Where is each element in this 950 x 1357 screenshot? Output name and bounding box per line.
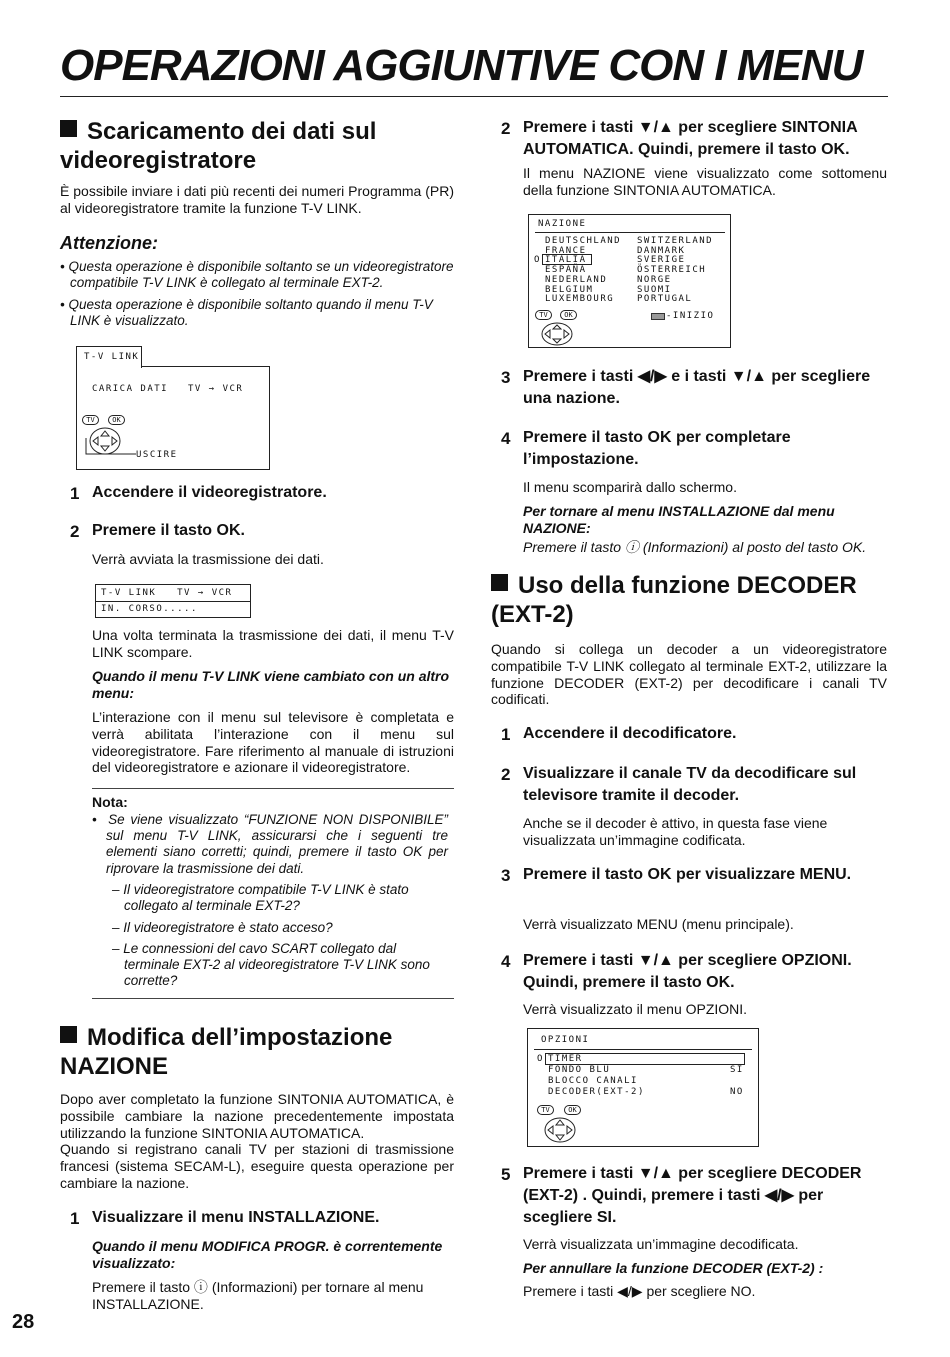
nazione-step-4-desc: Il menu scomparirà dallo schermo. bbox=[523, 479, 737, 495]
intro-text: È possibile inviare i dati più recenti dei numeri Programma (PR) al videoregistratore tramite la funzione T-V LINK. bbox=[60, 183, 454, 216]
note-item-2: – Il videoregistratore è stato acceso? bbox=[112, 920, 333, 935]
decoder-step-3-desc: Verrà visualizzato MENU (menu principale). bbox=[523, 916, 794, 932]
nazione-back-heading: Per tornare al menu INSTALLAZIONE dal menu NAZIONE: bbox=[523, 503, 835, 536]
osd-start: -INIZIO bbox=[666, 311, 715, 321]
opzioni-osd: OPZIONI O TIMER FONDO BLU BLOCCO CANALI DECODER(EXT-2) SI NO TV OK bbox=[527, 1028, 759, 1147]
osd-list-item: FONDO BLU bbox=[548, 1065, 611, 1075]
decoder-step-2: 2 Visualizzare il canale TV da decodificare sul televisore tramite il decoder. bbox=[501, 765, 857, 805]
tv-link-osd bbox=[76, 346, 270, 470]
sub-heading: Quando il menu T-V LINK viene cambiato con un altro menu: bbox=[92, 668, 450, 701]
osd-list-item: DECODER(EXT-2) bbox=[548, 1087, 645, 1097]
decoder-step-4: 4 Premere i tasti ▼/▲ per scegliere OPZIONI. Quindi, premere il tasto OK. bbox=[501, 952, 852, 992]
after-text: Una volta terminata la trasmissione dei dati, il menu T-V LINK scompare. bbox=[92, 627, 454, 660]
osd-list-item: DANMARK bbox=[637, 245, 686, 256]
osd-list-item: BLOCCO CANALI bbox=[548, 1076, 638, 1086]
ok-button-icon: OK bbox=[108, 415, 125, 425]
nazione-step-2: 2 Premere i tasti ▼/▲ per scegliere SINTONIA AUTOMATICA. Quindi, premere il tasto OK. bbox=[501, 119, 858, 159]
osd-list-item: TIMER bbox=[548, 1054, 583, 1064]
attention-bullet-1: • Questa operazione è disponibile soltanto se un videoregistratore compatibile T-V LINK è collegato al terminale EXT-2. bbox=[60, 259, 454, 291]
decoder-step-5: 5 Premere i tasti ▼/▲ per scegliere DECODER (EXT-2) . Quindi, premere i tasti ◀/▶ per scegliere SI. bbox=[501, 1165, 862, 1227]
osd-list-item: NEDERLAND bbox=[545, 274, 608, 285]
osd-list-item: FRANCE bbox=[545, 245, 587, 256]
osd-exit: USCIRE bbox=[136, 450, 178, 460]
square-bullet-icon bbox=[60, 1026, 77, 1043]
tv-button-icon: TV bbox=[535, 310, 552, 320]
step-1: 1 Accendere il videoregistratore. bbox=[70, 484, 327, 503]
osd-tab: T-V LINK bbox=[84, 352, 140, 362]
osd-list-item: BELGIUM bbox=[545, 284, 594, 295]
osd-list-item: SVERIGE bbox=[637, 255, 686, 266]
square-bullet-icon bbox=[491, 574, 508, 591]
note-bullet: • Se viene visualizzato “FUNZIONE NON DISPONIBILE” sul menu T-V LINK, assicurarsi che i seguenti tre elementi siano corretti; quindi, premere il tasto OK per riprovare la trasmissione dei dati. bbox=[92, 812, 448, 876]
osd-row-label: CARICA DATI bbox=[92, 384, 169, 394]
page-number: 28 bbox=[12, 1311, 35, 1333]
nazione-step-1: 1 Visualizzare il menu INSTALLAZIONE. bbox=[70, 1209, 380, 1228]
nazione-sub-heading: Quando il menu MODIFICA PROGR. è correntemente visualizzato: bbox=[92, 1238, 443, 1271]
cursor-icon: O bbox=[537, 1054, 543, 1064]
section-heading-decoder: Uso della funzione DECODER (EXT-2) bbox=[491, 572, 857, 629]
decoder-cancel-heading: Per annullare la funzione DECODER (EXT-2) : bbox=[523, 1260, 824, 1276]
decoder-step-3: 3 Premere il tasto OK per visualizzare MENU. bbox=[501, 866, 852, 885]
osd-row-value: TV → VCR bbox=[188, 384, 244, 394]
dpad-icon bbox=[543, 1116, 577, 1144]
tv-button-icon: TV bbox=[537, 1105, 554, 1115]
osd-list-value: NO bbox=[730, 1087, 744, 1097]
note-rule-top bbox=[92, 788, 454, 789]
osd-list-item: ÖSTERREICH bbox=[637, 265, 707, 276]
tv-button-icon: TV bbox=[82, 415, 99, 425]
osd-list-item: ITALIA bbox=[545, 255, 587, 266]
selection-box bbox=[542, 254, 592, 265]
exit-pointer-line bbox=[84, 438, 136, 458]
decoder-intro: Quando si collega un decoder a un videoregistratore compatibile T-V LINK collegato al terminale EXT-2, utilizzare la funzione DECODER (EXT-2) per decodificare i canali TV codificati. bbox=[491, 641, 887, 708]
nazione-intro-2: Quando si registrano canali TV per stazioni di trasmissione francesi (sistema SECAM-L), eseguire questa operazione per cambiare la nazione. bbox=[60, 1141, 454, 1191]
osd-list-item: ESPAÑA bbox=[545, 265, 587, 276]
decoder-step-1: 1 Accendere il decodificatore. bbox=[501, 725, 737, 744]
square-bullet-icon bbox=[60, 120, 77, 137]
nazione-step-4: 4 Premere il tasto OK per completare l’impostazione. bbox=[501, 429, 791, 469]
osd-list-item: DEUTSCHLAND bbox=[545, 236, 622, 246]
note-item-3: – Le connessioni del cavo SCART collegato dal terminale EXT-2 al videoregistratore T-V LINK sono corrette? bbox=[112, 941, 430, 989]
nazione-step-2-desc: Il menu NAZIONE viene visualizzato come sottomenu della funzione SINTONIA AUTOMATICA. bbox=[523, 165, 887, 198]
osd-list-value: SI bbox=[730, 1065, 744, 1075]
dpad-icon bbox=[540, 321, 574, 347]
decoder-step-5-desc: Verrà visualizzata un’immagine decodificata. bbox=[523, 1236, 799, 1252]
osd-list-item: SWITZERLAND bbox=[637, 236, 714, 246]
nazione-osd: NAZIONE DEUTSCHLAND FRANCE ITALIA ESPAÑA NEDERLAND BELGIUM LUXEMBOURG SWITZERLAND DANMARK SVERIGE ÖSTERREICH NORGE SUOMI PORTUGAL O TV OK -INIZIO bbox=[528, 214, 731, 348]
osd-list-item: PORTUGAL bbox=[637, 294, 693, 305]
nazione-sub-text: Premere il tasto ⓘ (Informazioni) per tornare al menu INSTALLAZIONE. bbox=[92, 1279, 424, 1312]
step-2-desc: Verrà avviata la trasmissione dei dati. bbox=[92, 551, 324, 567]
attention-heading: Attenzione: bbox=[60, 233, 158, 253]
osd-list-item: SUOMI bbox=[637, 284, 672, 295]
osd-list-item: NORGE bbox=[637, 274, 672, 285]
decoder-step-4-desc: Verrà visualizzato il menu OPZIONI. bbox=[523, 1001, 748, 1017]
note-rule-bottom bbox=[92, 998, 454, 999]
color-key-icon bbox=[651, 313, 665, 320]
ok-button-icon: OK bbox=[564, 1105, 581, 1115]
nazione-intro-1: Dopo aver completato la funzione SINTONIA AUTOMATICA, è possibile cambiare la nazione precedentemente impostata utilizzando la funzione SINTONIA AUTOMATICA. bbox=[60, 1091, 454, 1141]
page-title: OPERAZIONI AGGIUNTIVE CON I MENU bbox=[60, 41, 863, 90]
decoder-step-2-desc: Anche se il decoder è attivo, in questa fase viene visualizzata un’immagine codificata. bbox=[523, 815, 828, 848]
nazione-back-text: Premere il tasto ⓘ (Informazioni) al posto del tasto OK. bbox=[523, 539, 867, 555]
osd-list-item: LUXEMBOURG bbox=[545, 294, 615, 305]
section-heading-nazione: Modifica dell’impostazione NAZIONE bbox=[60, 1024, 393, 1081]
cursor-icon: O bbox=[534, 255, 540, 265]
transfer-osd: T-V LINK TV → VCR IN. CORSO..... bbox=[95, 584, 251, 618]
section-heading-tv-link: Scaricamento dei dati sul videoregistratore bbox=[60, 118, 377, 175]
ok-button-icon: OK bbox=[560, 310, 577, 320]
step-2: 2 Premere il tasto OK. bbox=[70, 522, 245, 541]
decoder-cancel-text: Premere i tasti ◀/▶ per scegliere NO. bbox=[523, 1283, 756, 1299]
attention-bullet-2: • Questa operazione è disponibile soltanto quando il menu T-V LINK è visualizzato. bbox=[60, 297, 433, 329]
nazione-step-3: 3 Premere i tasti ◀/▶ e i tasti ▼/▲ per scegliere una nazione. bbox=[501, 368, 871, 408]
note-item-1: – Il videoregistratore compatibile T-V LINK è stato collegato al terminale EXT-2? bbox=[112, 882, 409, 914]
title-rule bbox=[60, 96, 888, 97]
sub-text: L’interazione con il menu sul televisore è completata e verrà abilitata l’interazione con il menu sul videoregistratore. Fare riferimento al manuale di istruzioni del videoregistratore e azionare il videoregistratore. bbox=[92, 709, 454, 776]
note-title: Nota: bbox=[92, 794, 128, 810]
